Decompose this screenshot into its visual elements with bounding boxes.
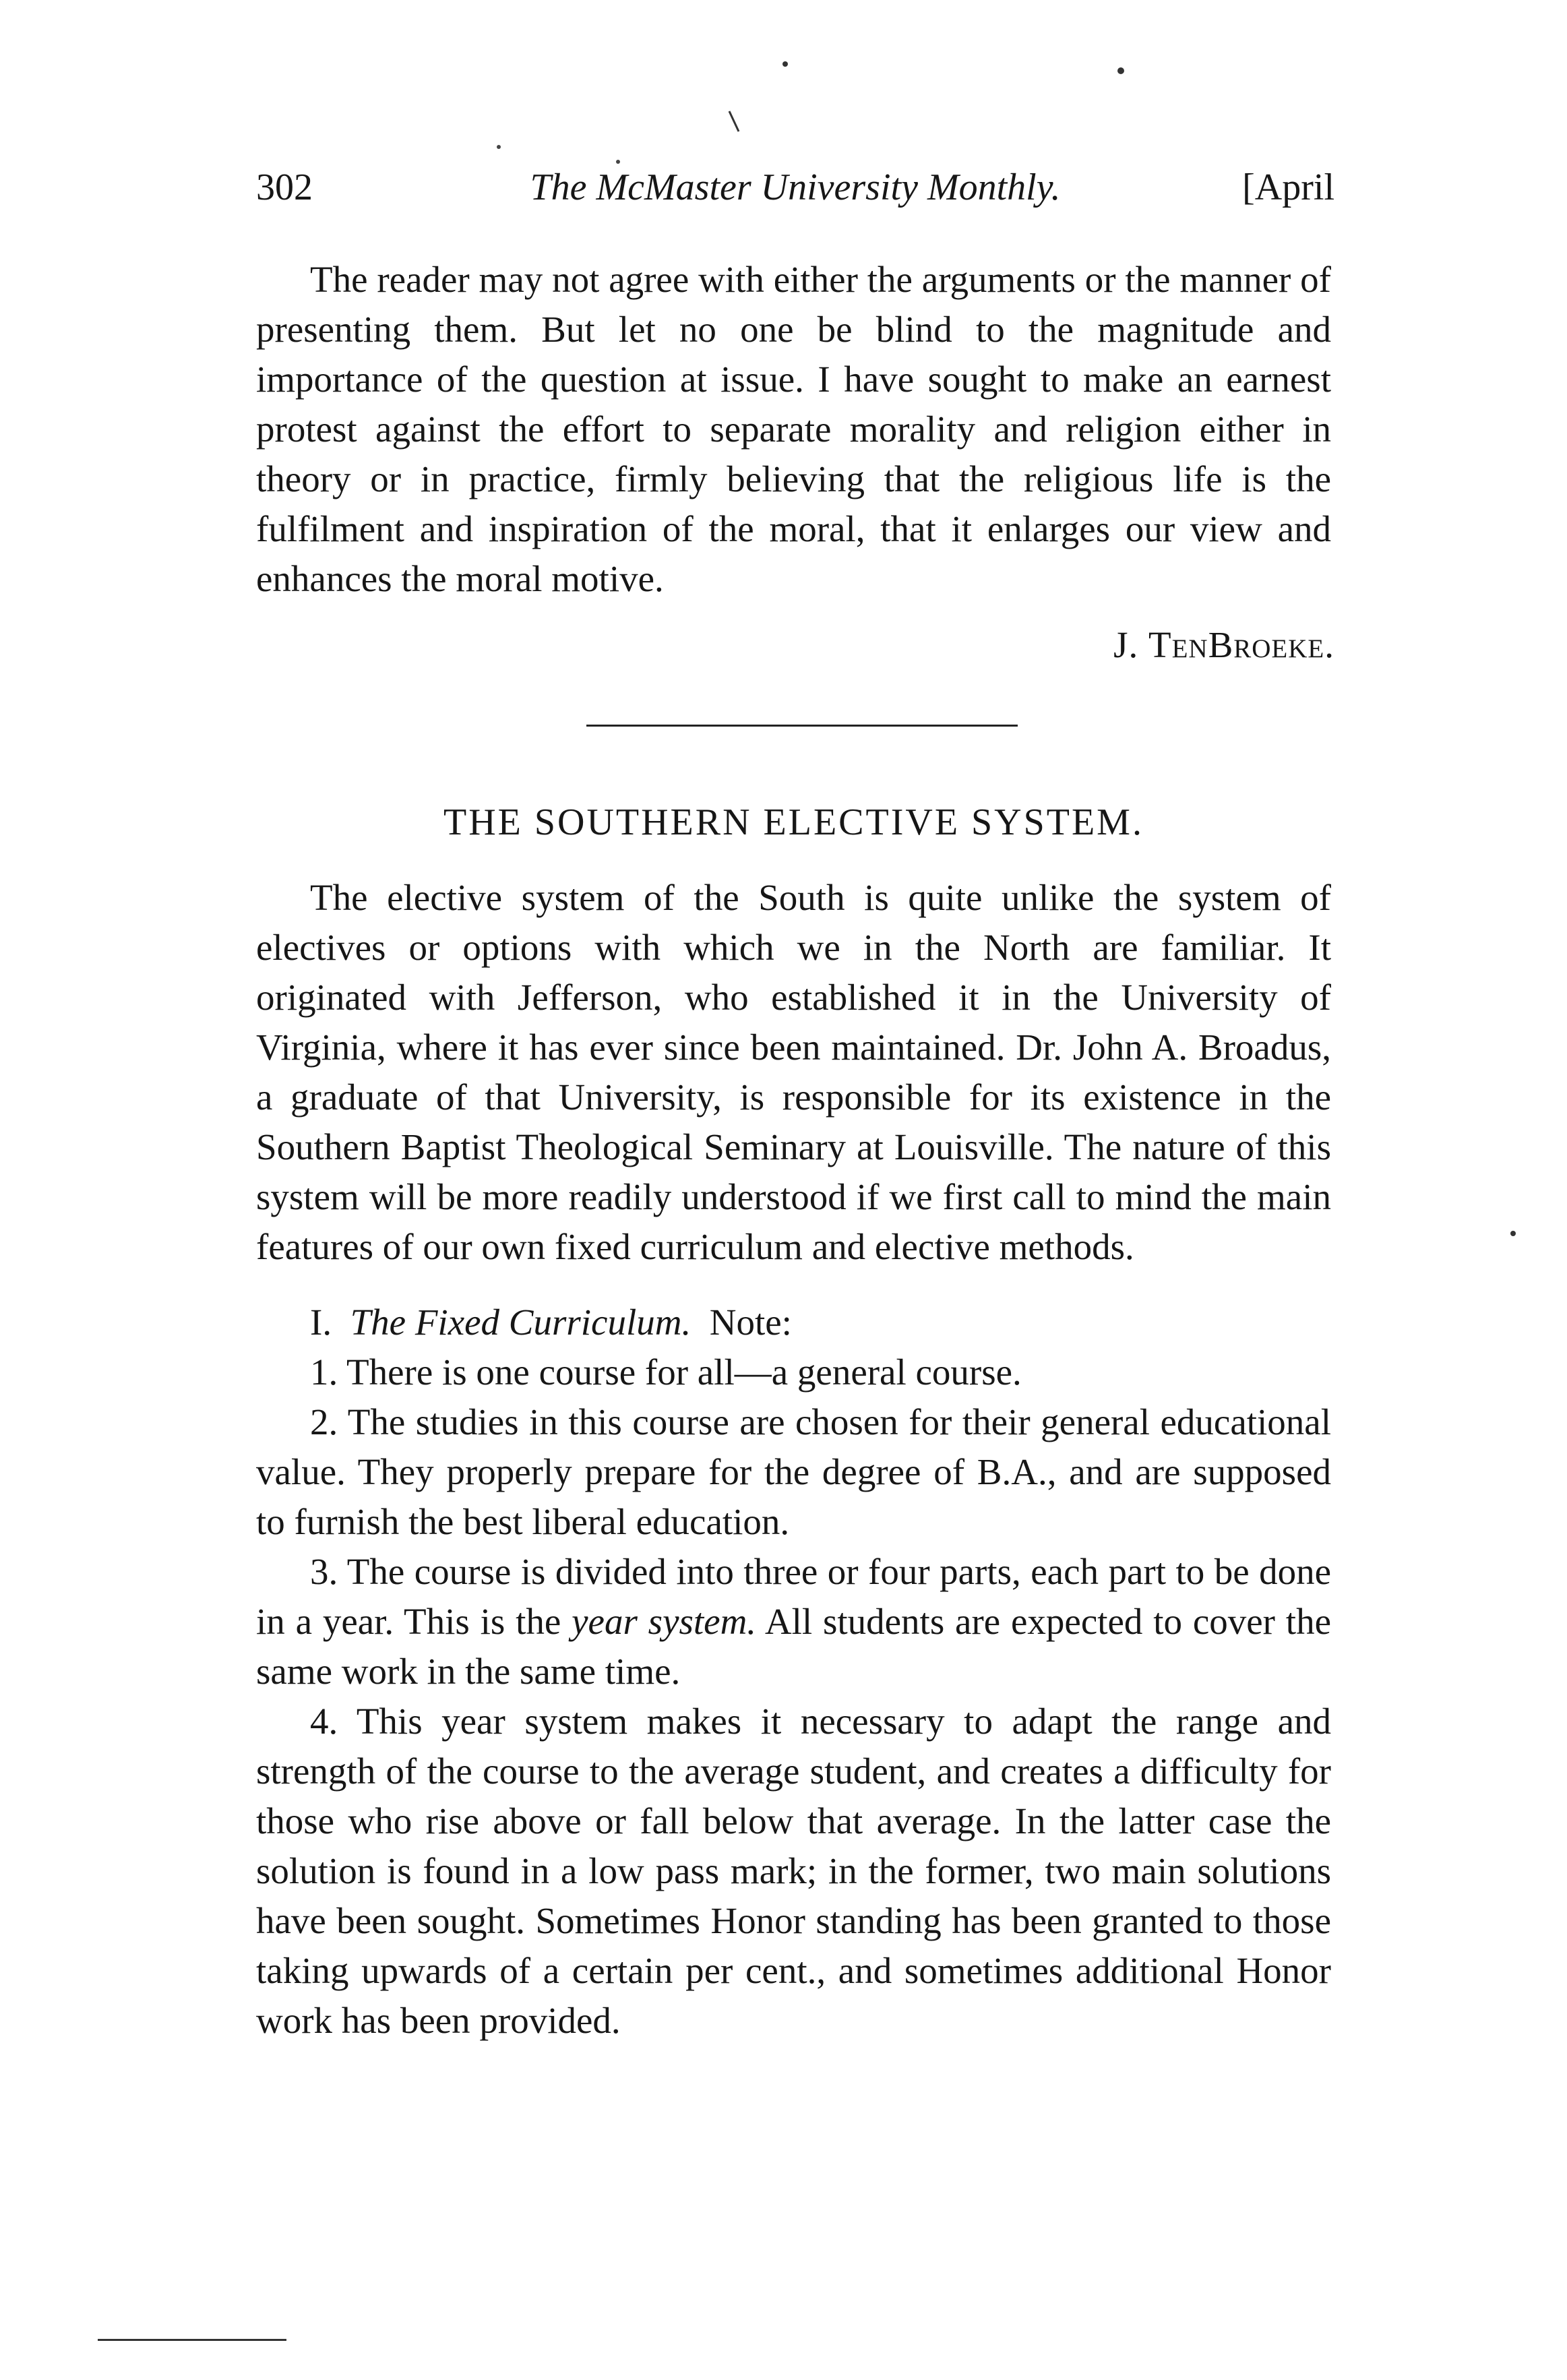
author-name: TenBroeke.: [1148, 624, 1334, 665]
item-italic: year system.: [572, 1601, 757, 1642]
item-text: The studies in this course are chosen for their general educational value. They properly prepare for the degree of B.A., and are supposed to furnish the best liberal education.: [256, 1401, 1331, 1542]
speck: [497, 145, 501, 149]
journal-title: The McMaster University Monthly.: [530, 166, 1061, 208]
speck: [616, 160, 620, 164]
speck: [1510, 1231, 1516, 1236]
author-initial: J.: [1113, 624, 1148, 665]
item-number: 1.: [310, 1351, 338, 1393]
speck: [1117, 67, 1124, 74]
speck: [782, 61, 788, 67]
footer-rule: [98, 2339, 286, 2341]
issue-month: [April: [1242, 166, 1334, 208]
item-number: 3.: [310, 1551, 338, 1592]
item-number: 2.: [310, 1401, 338, 1442]
item-text: The course is divided into three or four parts, each part to be done in a year. This is the: [256, 1551, 1331, 1642]
page-number: 302: [256, 166, 313, 208]
section-paragraph: The elective system of the South is quite unlike the system of electives or options with which we in the North are familiar. It originated with Jefferson, who established it in the University of Virginia, where it has ever since been maintained. Dr. John A. Broadus, a graduate of that University, is responsible for its existence in the Southern Baptist Theological Seminary at Louisville. The nature of this system will be more readily understood if we first call to mind the main features of our own fixed curriculum and elective methods.: [256, 877, 1331, 1267]
item-text: This year system makes it necessary to adapt the range and strength of the course to the average student, and creates a difficulty for those who rise above or fall below that average. In the latter case the solution is found in a low pass mark; in the former, two main solutions have been sought. Sometimes Honor standing has been granted to those taking upwards of a certain per cent., and sometimes additional Honor work has been provided.: [256, 1701, 1331, 2041]
speck: [729, 111, 739, 131]
item-text: All students are expected to cover the same work in the same time.: [256, 1601, 1331, 1692]
heading-label: The Fixed Curriculum.: [350, 1302, 692, 1343]
item-number: 4.: [310, 1701, 338, 1742]
heading-note: Note:: [709, 1302, 792, 1343]
item-text: There is one course for all—a general course.: [346, 1351, 1022, 1393]
heading-number: I.: [310, 1302, 332, 1343]
section-title: THE SOUTHERN ELECTIVE SYSTEM.: [443, 801, 1144, 843]
intro-paragraph: The reader may not agree with either the arguments or the manner of presenting them. But let no one be blind to the magnitude and importance of the question at issue. I have sought to make an earnest protest against the effort to separate morality and religion either in theory or in practice, firmly believing that the religious life is the fulfilment and inspiration of the moral, that it enlarges our view and enhances the moral motive.: [256, 259, 1331, 599]
